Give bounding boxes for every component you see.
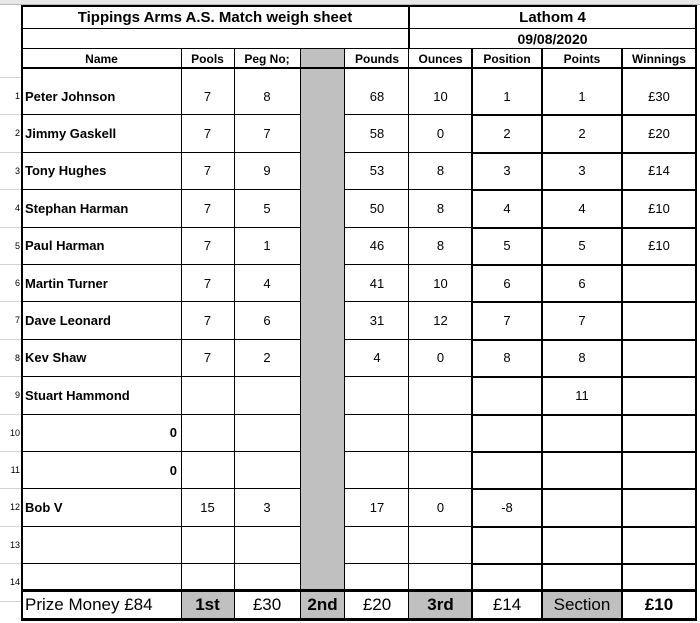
cell-pools[interactable]: 7 xyxy=(203,125,212,141)
cell-ounces[interactable]: 12 xyxy=(433,312,448,328)
cell-peg[interactable] xyxy=(234,384,300,406)
cell-ounces[interactable]: 8 xyxy=(436,200,445,216)
cell-pounds[interactable]: 53 xyxy=(369,163,385,179)
first-value[interactable]: £30 xyxy=(252,594,282,614)
cell-winnings[interactable]: £10 xyxy=(648,238,670,254)
cell-position[interactable] xyxy=(472,534,542,556)
cell-winnings[interactable] xyxy=(622,459,696,481)
row-separator xyxy=(472,526,697,528)
cell-pools[interactable]: 7 xyxy=(203,88,212,104)
row-separator xyxy=(21,563,301,564)
cell-peg[interactable]: 6 xyxy=(263,312,271,328)
row-number: 2 xyxy=(14,128,20,139)
cell-winnings[interactable] xyxy=(622,384,696,406)
cell-position[interactable] xyxy=(472,459,542,481)
cell-peg[interactable] xyxy=(234,459,300,481)
cell-peg[interactable]: 3 xyxy=(263,499,271,515)
row-number: 10 xyxy=(9,427,20,438)
cell-peg[interactable]: 1 xyxy=(263,238,271,254)
cell-position[interactable] xyxy=(472,384,542,406)
row-number: 1 xyxy=(14,91,20,101)
col-divider xyxy=(408,48,409,618)
row-gridline xyxy=(0,563,22,564)
cell-ounces[interactable]: 10 xyxy=(433,275,448,291)
cell-pounds[interactable]: 58 xyxy=(369,125,385,141)
header-peg[interactable]: Peg No; xyxy=(244,51,290,66)
cell-position[interactable]: 2 xyxy=(503,125,511,141)
row-separator xyxy=(21,414,301,415)
row-number: 11 xyxy=(10,465,20,475)
row-number: 13 xyxy=(9,539,20,550)
cell-position[interactable]: 3 xyxy=(503,163,511,179)
cell-pools[interactable]: 15 xyxy=(200,499,215,515)
col-divider xyxy=(181,48,182,618)
cell-pools[interactable] xyxy=(181,459,234,481)
cell-position[interactable]: 5 xyxy=(503,238,511,254)
cell-points[interactable]: 2 xyxy=(578,125,586,141)
cell-ounces[interactable] xyxy=(409,534,472,556)
cell-peg[interactable]: 5 xyxy=(263,200,271,216)
row-gridline xyxy=(0,339,22,340)
row-number: 8 xyxy=(14,352,20,363)
cell-winnings[interactable]: £30 xyxy=(648,88,670,104)
cell-name[interactable]: Stephan Harman xyxy=(25,200,129,216)
row-gridline xyxy=(0,414,22,415)
row-separator xyxy=(472,152,697,154)
header-name[interactable]: Name xyxy=(85,51,118,66)
cell-pools[interactable]: 7 xyxy=(203,275,212,291)
row-separator xyxy=(472,114,697,116)
cell-winnings[interactable] xyxy=(622,496,696,518)
cell-position[interactable]: 4 xyxy=(503,200,511,216)
cell-winnings[interactable] xyxy=(622,272,696,294)
cell-name[interactable]: Kev Shaw xyxy=(25,350,87,366)
col-divider xyxy=(300,48,301,618)
section-value[interactable]: £10 xyxy=(644,594,674,614)
col-divider xyxy=(471,48,473,618)
cell-peg[interactable] xyxy=(234,422,300,444)
row-gridline xyxy=(0,264,22,265)
border-footer-top xyxy=(21,589,697,592)
cell-ounces[interactable]: 0 xyxy=(436,125,445,141)
cell-pools[interactable]: 7 xyxy=(203,163,212,179)
cell-pounds[interactable] xyxy=(345,534,409,556)
third-value[interactable]: £14 xyxy=(492,594,522,614)
cell-position[interactable] xyxy=(472,422,542,444)
header-position[interactable]: Position xyxy=(483,51,531,66)
row-number: 3 xyxy=(14,165,20,176)
cell-name[interactable] xyxy=(22,534,181,556)
row-separator xyxy=(21,451,301,452)
cell-pools[interactable] xyxy=(181,422,234,444)
cell-ounces[interactable]: 8 xyxy=(436,163,445,179)
cell-position[interactable]: 6 xyxy=(503,275,511,291)
row-gridline xyxy=(0,77,22,78)
row-separator xyxy=(21,339,301,340)
row-separator xyxy=(21,526,301,527)
row-gridline xyxy=(0,526,22,527)
row-gridline xyxy=(0,488,22,489)
row-separator xyxy=(472,414,697,416)
cell-ounces[interactable]: 10 xyxy=(433,88,448,104)
cell-pounds[interactable]: 68 xyxy=(369,88,385,104)
cell-pounds[interactable] xyxy=(345,384,409,406)
cell-peg[interactable]: 2 xyxy=(263,350,271,366)
date-label[interactable]: 09/08/2020 xyxy=(517,31,588,47)
cell-peg[interactable]: 4 xyxy=(263,275,271,291)
cell-winnings[interactable]: £20 xyxy=(648,125,670,141)
cell-pools[interactable]: 7 xyxy=(203,238,212,254)
cell-points[interactable]: 6 xyxy=(578,275,586,291)
cell-name[interactable]: Dave Leonard xyxy=(25,312,111,328)
cell-pounds[interactable] xyxy=(345,459,409,481)
row-separator xyxy=(21,227,301,228)
prize-money[interactable]: Prize Money £84 xyxy=(25,594,153,614)
spacer-column xyxy=(301,49,344,590)
cell-winnings[interactable] xyxy=(622,422,696,444)
cell-position[interactable]: 1 xyxy=(503,88,511,104)
cell-winnings[interactable]: £10 xyxy=(648,200,670,216)
header-winnings[interactable]: Winnings xyxy=(632,51,686,66)
third-label[interactable]: 3rd xyxy=(409,591,472,618)
row-number: 7 xyxy=(14,315,20,326)
cell-pounds[interactable]: 46 xyxy=(369,238,385,254)
cell-pounds[interactable]: 31 xyxy=(369,312,385,328)
cell-points[interactable]: 3 xyxy=(578,163,586,179)
row-separator xyxy=(21,376,301,377)
cell-ounces[interactable] xyxy=(409,384,472,406)
row-separator xyxy=(21,189,301,190)
col-divider xyxy=(344,48,345,618)
cell-name[interactable]: Peter Johnson xyxy=(25,88,116,104)
second-label[interactable]: 2nd xyxy=(301,591,344,618)
cell-name[interactable]: Paul Harman xyxy=(25,238,105,254)
row-separator xyxy=(472,227,697,229)
row-separator xyxy=(472,189,697,191)
row-number: 4 xyxy=(14,203,20,214)
border-right xyxy=(695,5,697,621)
row-separator xyxy=(472,451,697,453)
cell-points[interactable] xyxy=(542,496,622,518)
row-separator xyxy=(21,152,301,153)
cell-points[interactable]: 1 xyxy=(578,88,586,104)
row-number: 9 xyxy=(14,390,20,401)
cell-winnings[interactable] xyxy=(622,534,696,556)
cell-name[interactable]: 0 xyxy=(169,425,177,441)
row-separator xyxy=(472,301,697,303)
cell-ounces[interactable]: 0 xyxy=(436,350,445,366)
cell-winnings[interactable]: £14 xyxy=(648,163,670,179)
border-header-bottom xyxy=(21,67,697,69)
cell-name[interactable]: Martin Turner xyxy=(25,275,108,291)
row-separator xyxy=(472,488,697,490)
header-points[interactable]: Points xyxy=(563,51,601,66)
row-gridline xyxy=(0,451,22,452)
cell-name[interactable]: Tony Hughes xyxy=(25,163,107,179)
cell-peg[interactable]: 8 xyxy=(263,88,271,104)
header-ounces[interactable]: Ounces xyxy=(418,51,463,66)
section-label[interactable]: Section xyxy=(542,591,622,618)
cell-pounds[interactable] xyxy=(345,422,409,444)
cell-name[interactable]: Bob V xyxy=(25,499,63,515)
cell-pools[interactable] xyxy=(181,384,234,406)
cell-winnings[interactable] xyxy=(622,309,696,331)
cell-pools[interactable]: 7 xyxy=(203,350,212,366)
row-separator xyxy=(21,114,301,115)
cell-name[interactable]: Stuart Hammond xyxy=(25,387,130,403)
sheet-title[interactable]: Tippings Arms A.S. Match weigh sheet xyxy=(77,8,353,26)
cell-ounces[interactable] xyxy=(409,422,472,444)
cell-pounds[interactable]: 4 xyxy=(373,350,381,366)
cell-winnings[interactable] xyxy=(622,347,696,369)
cell-points[interactable]: 5 xyxy=(578,238,586,254)
cell-peg[interactable] xyxy=(234,534,300,556)
border-top xyxy=(21,5,697,7)
col-divider xyxy=(621,48,623,618)
cell-points[interactable]: 8 xyxy=(578,350,586,366)
cell-ounces[interactable] xyxy=(409,459,472,481)
cell-peg[interactable]: 9 xyxy=(263,163,271,179)
row-gridline xyxy=(0,114,22,115)
row-gridline xyxy=(0,227,22,228)
cell-pools[interactable]: 7 xyxy=(203,312,212,328)
row-gridline xyxy=(0,601,22,602)
cell-pounds[interactable]: 17 xyxy=(369,499,385,515)
row-number: 14 xyxy=(9,577,20,588)
row-separator xyxy=(21,301,301,302)
header-pounds[interactable]: Pounds xyxy=(355,51,399,66)
header-pools[interactable]: Pools xyxy=(191,51,224,66)
cell-position[interactable]: 7 xyxy=(503,312,511,328)
row-separator xyxy=(472,264,697,266)
cell-ounces[interactable]: 8 xyxy=(436,238,445,254)
border-header-top xyxy=(21,48,697,49)
row-separator xyxy=(21,264,301,265)
second-value[interactable]: £20 xyxy=(362,594,392,614)
venue-label[interactable]: Lathom 4 xyxy=(519,8,586,26)
cell-pounds[interactable]: 41 xyxy=(369,275,385,291)
cell-points[interactable]: 4 xyxy=(578,200,586,216)
cell-pounds[interactable]: 50 xyxy=(369,200,385,216)
row-separator xyxy=(21,488,301,489)
cell-points[interactable] xyxy=(542,534,622,556)
border-left xyxy=(21,5,23,621)
row-separator xyxy=(472,376,697,378)
col-divider xyxy=(541,48,543,618)
cell-name[interactable]: Jimmy Gaskell xyxy=(25,125,117,141)
row-gridline xyxy=(0,376,22,377)
cell-points[interactable] xyxy=(542,422,622,444)
col-divider xyxy=(234,48,235,618)
border-bottom xyxy=(21,618,697,621)
first-label[interactable]: 1st xyxy=(181,591,234,618)
cell-peg[interactable]: 7 xyxy=(263,125,271,141)
row-number: 5 xyxy=(14,240,20,251)
row-gridline xyxy=(0,152,22,153)
cell-position[interactable]: -8 xyxy=(501,499,513,515)
row-separator xyxy=(472,339,697,341)
row-number: 6 xyxy=(14,278,20,288)
cell-points[interactable] xyxy=(542,459,622,481)
cell-points[interactable]: 7 xyxy=(578,312,586,328)
cell-pools[interactable] xyxy=(181,534,234,556)
cell-points[interactable]: 11 xyxy=(575,387,589,403)
row-gridline xyxy=(0,301,22,302)
border-title-bottom xyxy=(21,28,697,29)
cell-ounces[interactable]: 0 xyxy=(436,499,445,515)
cell-name[interactable]: 0 xyxy=(169,462,177,478)
divider-title xyxy=(408,5,410,48)
row-gridline xyxy=(0,189,22,190)
cell-position[interactable]: 8 xyxy=(503,350,511,366)
cell-pools[interactable]: 7 xyxy=(203,200,212,216)
row-separator xyxy=(472,563,697,565)
row-number: 12 xyxy=(9,502,20,513)
